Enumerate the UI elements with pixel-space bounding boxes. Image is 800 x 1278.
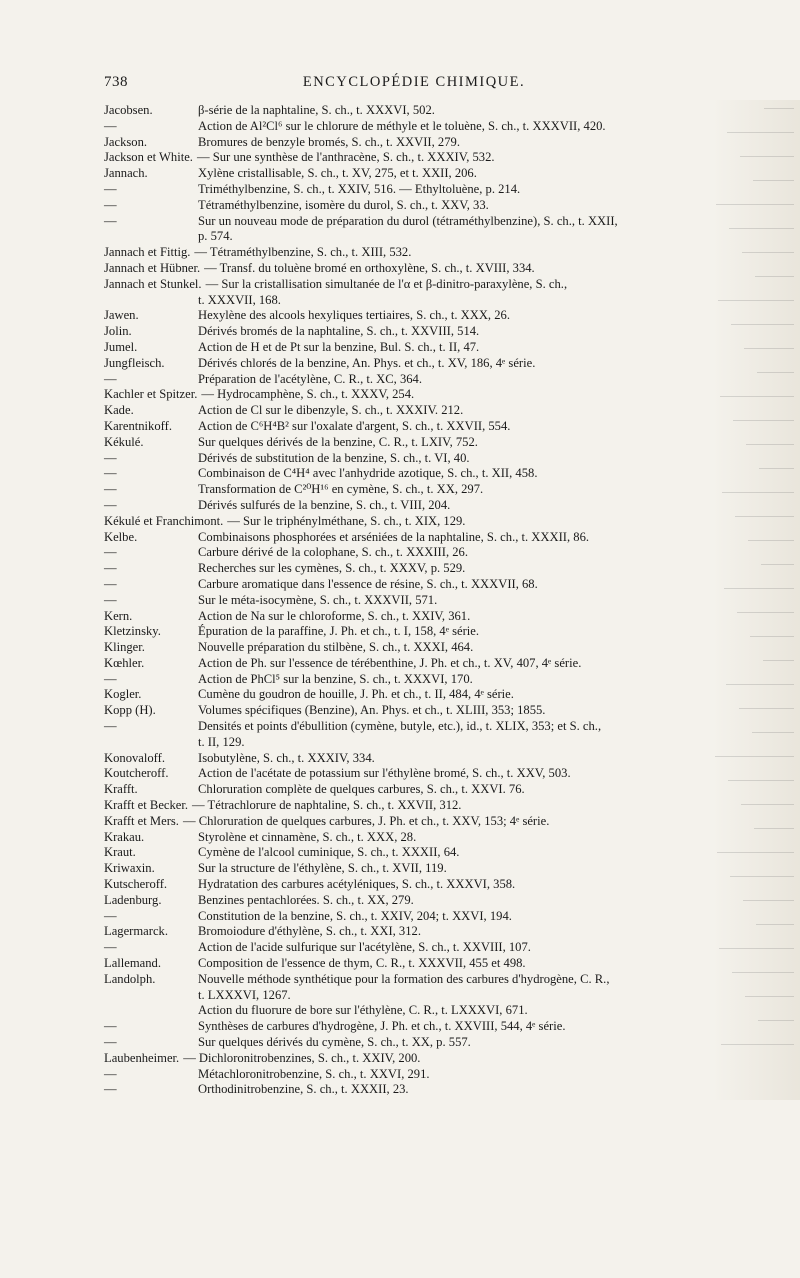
entry-author: Jannach et Fittig. [104, 245, 191, 260]
bibliography-entry [104, 593, 724, 609]
bibliography-entry [104, 893, 724, 909]
entry-text: Composition de l'essence de thym, C. R., t. XXXVII, 455 et 498. [198, 956, 526, 971]
bibliography-entry [104, 814, 724, 830]
bibliography-entry [104, 751, 724, 767]
entry-author: Kade. [104, 403, 134, 418]
entry-author: Kutscheroff. [104, 877, 168, 892]
entry-author: Krakau. [104, 829, 145, 844]
entry-text: Sur la structure de l'éthylène, S. ch., t. XVII, 119. [198, 861, 447, 876]
bibliography-entry [104, 340, 724, 356]
bibliography-entry [104, 245, 724, 261]
entry-text: Combinaisons phosphorées et arséniées de la naphtaline, S. ch., t. XXXII, 86. [198, 529, 590, 544]
bleed-line [756, 924, 794, 925]
entry-author: — [104, 545, 117, 560]
bibliography-entry [104, 119, 724, 135]
facing-page-bleed [712, 100, 800, 1100]
entry-author: Kelbe. [104, 529, 138, 544]
entry-author: — [104, 482, 117, 497]
entry-text: — Sur une synthèse de l'anthracène, S. ch., t. XXXIV, 532. [196, 150, 495, 165]
bibliography-entry [104, 1035, 724, 1051]
entry-author: Kopp (H). [104, 703, 156, 718]
bibliography-entry [104, 135, 724, 151]
entry-text: Dérivés bromés de la naphtaline, S. ch., t. XXVIII, 514. [198, 324, 480, 339]
bleed-line [755, 276, 794, 277]
entry-author: Kékulé et Franchimont. [104, 513, 224, 528]
bleed-line [724, 588, 794, 589]
entry-text: — Hydrocamphène, S. ch., t. XXXV, 254. [201, 387, 415, 402]
entry-author: Jolin. [104, 324, 132, 339]
bibliography-entry [104, 561, 724, 577]
bibliography-entry [104, 308, 724, 324]
bibliography-entry [104, 466, 724, 482]
bleed-line [761, 564, 794, 565]
entry-text: Action de C⁶H⁴B² sur l'oxalate d'argent, S. ch., t. XXVII, 554. [198, 418, 511, 433]
bibliography-entry [104, 782, 724, 798]
entry-text: Sur quelques dérivés du cymène, S. ch., t. XX, p. 557. [198, 1035, 471, 1050]
bibliography-entry [104, 324, 724, 340]
entry-text: Nouvelle préparation du stilbène, S. ch., t. XXXI, 464. [198, 640, 474, 655]
entry-author: Kachler et Spitzer. [104, 387, 198, 402]
entry-author: — [104, 497, 117, 512]
bibliography-entry [104, 1051, 724, 1067]
entry-text: Action du fluorure de bore sur l'éthylène, C. R., t. LXXXVI, 671. [198, 1003, 528, 1018]
bibliography-entry [104, 530, 724, 546]
bibliography-entry [104, 940, 724, 956]
entry-author: Jannach et Hübner. [104, 260, 201, 275]
entry-author: Jacobsen. [104, 103, 153, 117]
entry-author: Koutcheroff. [104, 766, 169, 781]
bleed-line [750, 636, 794, 637]
bibliography-entry [104, 261, 724, 277]
entry-text: — Tétraméthylbenzine, S. ch., t. XIII, 532. [194, 245, 412, 260]
bleed-line [752, 732, 794, 733]
entry-text: Action de Cl sur le dibenzyle, S. ch., t. XXXIV. 212. [198, 403, 464, 418]
entry-text: Orthodinitrobenzine, S. ch., t. XXXII, 23. [198, 1082, 409, 1097]
entry-author: — [104, 940, 117, 955]
bleed-line [744, 348, 794, 349]
bleed-line [715, 756, 794, 757]
entry-author: Lallemand. [104, 956, 161, 971]
entry-author: Jannach et Stunkel. [104, 276, 202, 291]
entry-text: Carbure dérivé de la colophane, S. ch., t. XXXIII, 26. [198, 545, 468, 560]
entry-text: Épuration de la paraffine, J. Ph. et ch., t. I, 158, 4ᵉ série. [198, 624, 480, 639]
entry-text: Action de H et de Pt sur la benzine, Bul. S. ch., t. II, 47. [198, 339, 480, 354]
entry-text: — Sur la cristallisation simultanée de l'α et β-dinitro-paraxylène, S. ch., [205, 276, 568, 291]
bibliography-entry [104, 451, 724, 467]
entry-author: — [104, 1082, 117, 1097]
bleed-line [735, 516, 794, 517]
bibliography-entry [104, 909, 724, 925]
entry-author: Ladenburg. [104, 892, 162, 907]
bibliography-entry [104, 166, 724, 182]
bleed-line [758, 1020, 794, 1021]
bleed-line [729, 228, 794, 229]
entry-text: Nouvelle méthode synthétique pour la formation des carbures d'hydrogène, C. R., [198, 971, 610, 986]
entry-text: Action de l'acide sulfurique sur l'acétylène, S. ch., t. XXVIII, 107. [198, 940, 531, 955]
entry-text: Hydratation des carbures acétyléniques, S. ch., t. XXXVI, 358. [198, 877, 516, 892]
entry-text: Hexylène des alcools hexyliques tertiaires, S. ch., t. XXX, 26. [198, 308, 510, 323]
bleed-line [718, 300, 794, 301]
bleed-line [759, 468, 794, 469]
bibliography-entry [104, 845, 724, 861]
bibliography-entry [104, 545, 724, 561]
entry-author: — [104, 908, 117, 923]
bleed-line [757, 372, 794, 373]
entry-author: Kraut. [104, 845, 136, 860]
bibliography-entry [104, 924, 724, 940]
entry-author: Jackson. [104, 134, 148, 149]
entry-continuation: t. XXXVII, 168. [198, 292, 281, 307]
bleed-line [764, 108, 794, 109]
bleed-line [726, 684, 794, 685]
bleed-line [741, 804, 794, 805]
entry-text: Préparation de l'acétylène, C. R., t. XC, 364. [198, 371, 423, 386]
entry-author: Krafft et Mers. [104, 813, 179, 828]
bibliography-entry [104, 372, 724, 388]
entry-author: — [104, 561, 117, 576]
bibliography-entry [104, 103, 724, 119]
bleed-line [746, 444, 794, 445]
bibliography-entry [104, 577, 724, 593]
entry-author: — [104, 1019, 117, 1034]
entry-text: Action de Na sur le chloroforme, S. ch., t. XXIV, 361. [198, 608, 471, 623]
entry-author: Krafft. [104, 782, 138, 797]
entry-author: — [104, 197, 117, 212]
bibliography-entry [104, 609, 724, 625]
entry-author [104, 1003, 198, 1019]
bleed-line [754, 828, 794, 829]
entry-text: Styrolène et cinnamène, S. ch., t. XXX, 28. [198, 829, 417, 844]
entry-text: — Chloruration de quelques carbures, J. Ph. et ch., t. XXV, 153; 4ᵉ série. [182, 813, 550, 828]
bleed-line [727, 132, 794, 133]
entry-author: — [104, 719, 117, 734]
bibliography-entry [104, 403, 724, 419]
entry-author: — [104, 181, 117, 196]
entry-text: Carbure aromatique dans l'essence de résine, S. ch., t. XXXVII, 68. [198, 576, 538, 591]
entry-author: — [104, 466, 117, 481]
bleed-line [722, 492, 794, 493]
bibliography-entry [104, 1067, 724, 1083]
entry-author: — [104, 592, 117, 607]
entry-author: — [104, 213, 117, 228]
bibliography-entry [104, 640, 724, 656]
bibliography-entry [104, 498, 724, 514]
bleed-line [743, 900, 794, 901]
entry-text: Triméthylbenzine, S. ch., t. XXIV, 516. — Ethyltoluène, p. 214. [198, 181, 521, 196]
entry-author: — [104, 576, 117, 591]
entry-text: Dérivés sulfurés de la benzine, S. ch., t. VIII, 204. [198, 497, 451, 512]
bleed-line [753, 180, 794, 181]
entry-text: Volumes spécifiques (Benzine), An. Phys. et ch., t. XLIII, 353; 1855. [198, 703, 546, 718]
bibliography-entry [104, 877, 724, 893]
entry-text: Benzines pentachlorées. S. ch., t. XX, 279. [198, 892, 414, 907]
bibliography-list [104, 103, 724, 1098]
bibliography-entry [104, 198, 724, 214]
entry-text: Cumène du goudron de houille, J. Ph. et ch., t. II, 484, 4ᵉ série. [198, 687, 514, 702]
entry-text: Tétraméthylbenzine, isomère du durol, S. ch., t. XXV, 33. [198, 197, 489, 212]
entry-author: Kriwaxin. [104, 861, 155, 876]
bleed-line [737, 612, 794, 613]
bibliography-entry [104, 150, 724, 166]
bibliography-entry [104, 719, 724, 735]
bibliography-entry [104, 798, 724, 814]
bleed-line [716, 204, 794, 205]
bibliography-entry [104, 1003, 724, 1019]
entry-text: Recherches sur les cymènes, S. ch., t. XXXV, p. 529. [198, 561, 466, 576]
bibliography-entry [104, 703, 724, 719]
entry-text: Synthèses de carbures d'hydrogène, J. Ph. et ch., t. XXVIII, 544, 4ᵉ série. [198, 1019, 566, 1034]
entry-text: — Dichloronitrobenzines, S. ch., t. XXIV, 200. [183, 1050, 421, 1065]
bleed-line [733, 420, 794, 421]
bibliography-entry [104, 356, 724, 372]
entry-author: Krafft et Becker. [104, 798, 189, 813]
bibliography-entry [104, 277, 724, 293]
entry-text: — Transf. du toluène bromé en orthoxylène, S. ch., t. XVIII, 334. [204, 260, 535, 275]
bibliography-entry [104, 482, 724, 498]
entry-text: Constitution de la benzine, S. ch., t. XXIV, 204; t. XXVI, 194. [198, 908, 512, 923]
bibliography-entry [104, 766, 724, 782]
entry-author: Jannach. [104, 166, 148, 181]
entry-text: Dérivés de substitution de la benzine, S. ch., t. VI, 40. [198, 450, 470, 465]
bibliography-entry [104, 656, 724, 672]
bleed-line [731, 324, 794, 325]
bleed-line [748, 540, 794, 541]
entry-text: β-série de la naphtaline, S. ch., t. XXXVI, 502. [198, 103, 435, 117]
entry-text: Cymène de l'alcool cuminique, S. ch., t. XXXII, 64. [198, 845, 460, 860]
bibliography-entry [104, 672, 724, 688]
bleed-line [717, 852, 794, 853]
entry-text: Densités et points d'ébullition (cymène, butyle, etc.), id., t. XLIX, 353; et S. ch., [198, 719, 602, 734]
entry-author: Karentnikoff. [104, 418, 172, 433]
entry-text: Sur un nouveau mode de préparation du durol (tétraméthylbenzine), S. ch., t. XXII, [198, 213, 618, 228]
entry-author: Kern. [104, 608, 133, 623]
entry-author: Landolph. [104, 971, 156, 986]
entry-author: Jawen. [104, 308, 139, 323]
entry-author: Lagermarck. [104, 924, 168, 939]
entry-text: — Tétrachlorure de naphtaline, S. ch., t. XXVII, 312. [192, 798, 462, 813]
entry-author: — [104, 671, 117, 686]
entry-text: Chloruration complète de quelques carbures, S. ch., t. XXVI. 76. [198, 782, 525, 797]
entry-text: Action de Ph. sur l'essence de térébenthine, J. Ph. et ch., t. XV, 407, 4ᵉ série. [198, 655, 582, 670]
entry-text: Bromoiodure d'éthylène, S. ch., t. XXI, 312. [198, 924, 421, 939]
bleed-line [719, 948, 794, 949]
entry-text: Action de Al²Cl⁶ sur le chlorure de méthyle et le toluène, S. ch., t. XXXVII, 420. [198, 118, 606, 133]
bibliography-entry [104, 182, 724, 198]
entry-author: Laubenheimer. [104, 1050, 180, 1065]
entry-author: — [104, 450, 117, 465]
entry-text: Dérivés chlorés de la benzine, An. Phys. et ch., t. XV, 186, 4ᵉ série. [198, 355, 536, 370]
bleed-line [739, 708, 794, 709]
bleed-line [728, 780, 794, 781]
bleed-line [745, 996, 794, 997]
bibliography-entry [104, 419, 724, 435]
bibliography-entry [104, 830, 724, 846]
bibliography-entry [104, 956, 724, 972]
bibliography-entry [104, 624, 724, 640]
entry-text: Sur le méta-isocymène, S. ch., t. XXXVII, 571. [198, 592, 438, 607]
entry-author: — [104, 371, 117, 386]
entry-author: Jumel. [104, 339, 138, 354]
entry-continuation: p. 574. [198, 229, 233, 244]
bleed-line [740, 156, 794, 157]
entry-text: Bromures de benzyle bromés, S. ch., t. XXVII, 279. [198, 134, 460, 149]
entry-continuation: t. LXXXVI, 1267. [198, 987, 291, 1002]
entry-text: Isobutylène, S. ch., t. XXXIV, 334. [198, 750, 375, 765]
entry-author: Konovaloff. [104, 750, 165, 765]
bibliography-entry [104, 435, 724, 451]
entry-author: — [104, 1066, 117, 1081]
entry-author: Kogler. [104, 687, 142, 702]
entry-author: Kœhler. [104, 655, 145, 670]
bleed-line [721, 1044, 794, 1045]
entry-text: Sur quelques dérivés de la benzine, C. R., t. LXIV, 752. [198, 434, 478, 449]
entry-author: Kékulé. [104, 434, 144, 449]
entry-author: Jungfleisch. [104, 355, 165, 370]
bleed-line [720, 396, 794, 397]
entry-text: Combinaison de C⁴H⁴ avec l'anhydride azotique, S. ch., t. XII, 458. [198, 466, 538, 481]
bleed-line [732, 972, 794, 973]
bibliography-entry [104, 861, 724, 877]
page-number: 738 [104, 74, 128, 90]
entry-author: — [104, 118, 117, 133]
entry-text: Action de PhCl⁵ sur la benzine, S. ch., t. XXXVI, 170. [198, 671, 473, 686]
entry-author: Klinger. [104, 640, 145, 655]
running-title: ENCYCLOPÉDIE CHIMIQUE. [302, 74, 526, 90]
entry-text: — Sur le triphénylméthane, S. ch., t. XIX, 129. [227, 513, 466, 528]
entry-author: Jackson et White. [104, 150, 193, 165]
page-header [104, 74, 724, 94]
bibliography-entry [104, 387, 724, 403]
entry-continuation: t. II, 129. [198, 734, 245, 749]
bibliography-entry [104, 514, 724, 530]
bibliography-entry [104, 972, 724, 988]
bleed-line [763, 660, 794, 661]
bibliography-entry [104, 687, 724, 703]
bibliography-entry [104, 1019, 724, 1035]
entry-text: Métachloronitrobenzine, S. ch., t. XXVI, 291. [198, 1066, 430, 1081]
entry-text: Transformation de C²⁰H¹⁶ en cymène, S. ch., t. XX, 297. [198, 482, 484, 497]
entry-author: — [104, 1035, 117, 1050]
entry-author: Kletzinsky. [104, 624, 161, 639]
bleed-line [742, 252, 794, 253]
entry-text: Xylène cristallisable, S. ch., t. XV, 275, et t. XXII, 206. [198, 166, 477, 181]
entry-text: Action de l'acétate de potassium sur l'éthylène bromé, S. ch., t. XXV, 503. [198, 766, 571, 781]
bibliography-entry [104, 1082, 724, 1098]
bleed-line [730, 876, 794, 877]
bibliography-entry [104, 214, 724, 230]
